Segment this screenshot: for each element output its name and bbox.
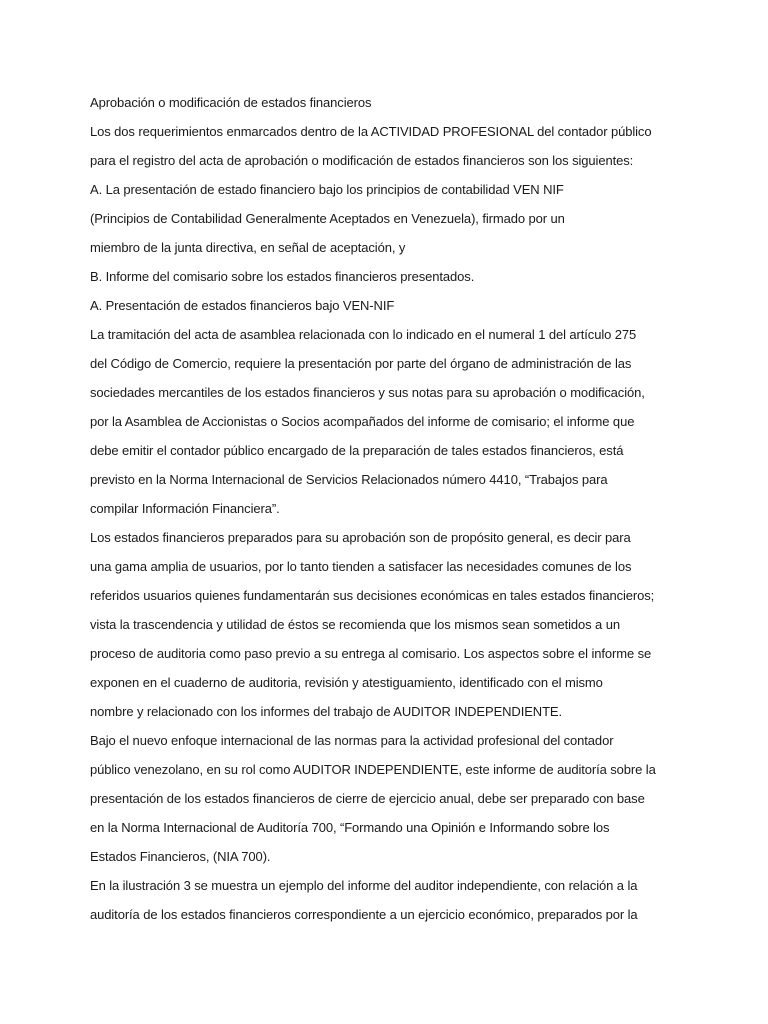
text-line: B. Informe del comisario sobre los estados financieros presentados. [90, 269, 475, 284]
text-line: del Código de Comercio, requiere la presentación por parte del órgano de administración de las [90, 356, 632, 371]
text-line: proceso de auditoria como paso previo a su entrega al comisario. Los aspectos sobre el informe se [90, 646, 652, 661]
subsection-title: A. Presentación de estados financieros bajo VEN-NIF [90, 298, 395, 313]
text-line: referidos usuarios quienes fundamentarán sus decisiones económicas en tales estados financieros; [90, 588, 655, 603]
section-title: Aprobación o modificación de estados financieros [90, 95, 372, 110]
text-line: para el registro del acta de aprobación o modificación de estados financieros son los siguientes: [90, 153, 634, 168]
text-line: previsto en la Norma Internacional de Servicios Relacionados número 4410, “Trabajos para [90, 472, 608, 487]
text-line: Bajo el nuevo enfoque internacional de las normas para la actividad profesional del contador [90, 733, 614, 748]
text-line: miembro de la junta directiva, en señal de aceptación, y [90, 240, 406, 255]
text-line: La tramitación del acta de asamblea relacionada con lo indicado en el numeral 1 del artículo 275 [90, 327, 637, 342]
text-line: debe emitir el contador público encargado de la preparación de tales estados financieros, está [90, 443, 624, 458]
text-line: En la ilustración 3 se muestra un ejemplo del informe del auditor independiente, con relación a la [90, 878, 638, 893]
text-line: en la Norma Internacional de Auditoría 700, “Formando una Opinión e Informando sobre los [90, 820, 610, 835]
text-line: A. La presentación de estado financiero bajo los principios de contabilidad VEN NIF [90, 182, 564, 197]
text-line: una gama amplia de usuarios, por lo tanto tienden a satisfacer las necesidades comunes de los [90, 559, 632, 574]
text-line: exponen en el cuaderno de auditoria, revisión y atestiguamiento, identificado con el mismo [90, 675, 603, 690]
text-line: compilar Información Financiera”. [90, 501, 280, 516]
text-line: sociedades mercantiles de los estados financieros y sus notas para su aprobación o modificación, [90, 385, 645, 400]
text-line: por la Asamblea de Accionistas o Socios acompañados del informe de comisario; el informe que [90, 414, 635, 429]
text-line: público venezolano, en su rol como AUDITOR INDEPENDIENTE, este informe de auditoría sobre la [90, 762, 656, 777]
text-line: Los dos requerimientos enmarcados dentro de la ACTIVIDAD PROFESIONAL del contador público [90, 124, 652, 139]
text-line: auditoría de los estados financieros correspondiente a un ejercicio económico, preparados por la [90, 907, 638, 922]
text-line: (Principios de Contabilidad Generalmente Aceptados en Venezuela), firmado por un [90, 211, 565, 226]
document-body [90, 88, 690, 929]
text-line: Estados Financieros, (NIA 700). [90, 849, 271, 864]
text-line: nombre y relacionado con los informes del trabajo de AUDITOR INDEPENDIENTE. [90, 704, 563, 719]
text-line: presentación de los estados financieros de cierre de ejercicio anual, debe ser preparado con base [90, 791, 645, 806]
text-line: Los estados financieros preparados para su aprobación son de propósito general, es decir para [90, 530, 631, 545]
text-line: vista la trascendencia y utilidad de éstos se recomienda que los mismos sean sometidos a un [90, 617, 620, 632]
